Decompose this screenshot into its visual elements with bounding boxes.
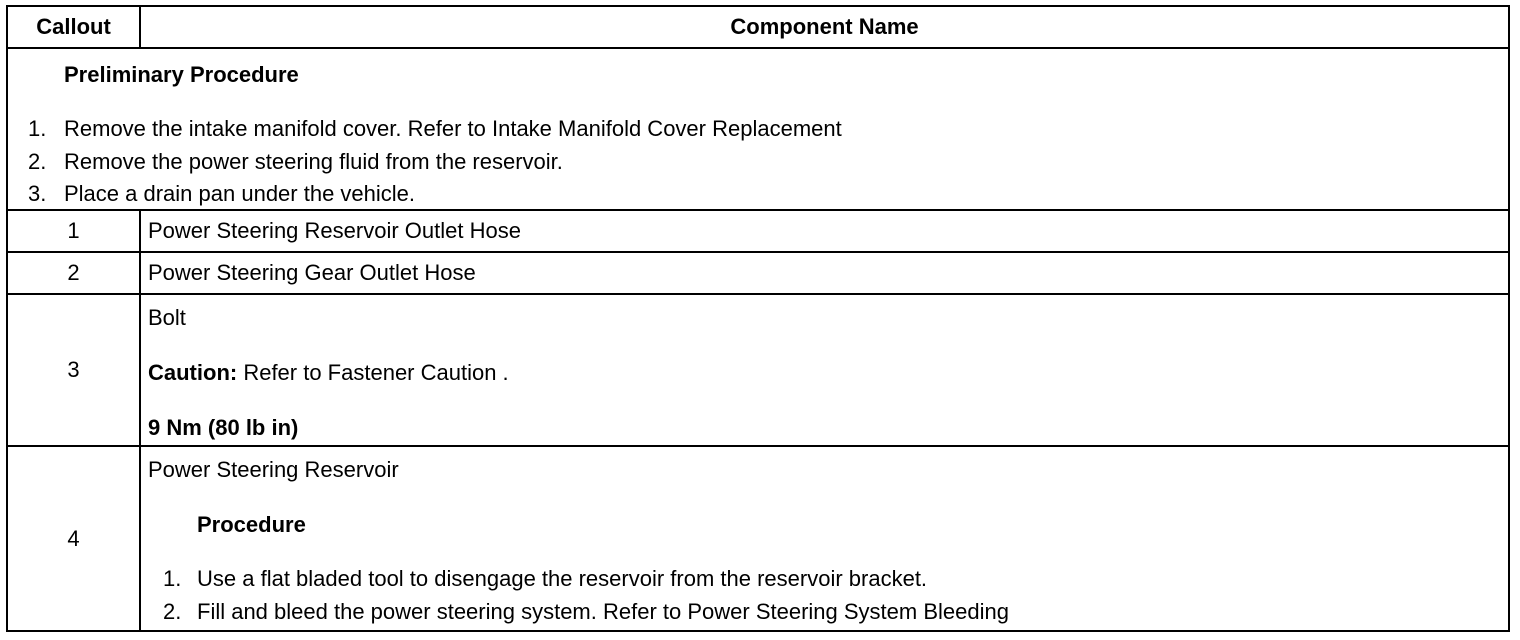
table-row — [7, 446, 1509, 631]
component-name: Power Steering Reservoir — [148, 457, 399, 482]
preliminary-step — [28, 116, 842, 142]
step-text: Fill and bleed the power steering system. Refer to Power Steering System Bleeding — [197, 599, 1009, 624]
preliminary-step — [28, 149, 563, 175]
callout-cell: 4 — [7, 446, 140, 631]
component-name: Bolt — [148, 305, 186, 330]
step-text: Use a flat bladed tool to disengage the reservoir from the reservoir bracket. — [197, 566, 928, 591]
procedure-step — [163, 566, 927, 592]
step-number: 2. — [163, 599, 182, 624]
component-name-cell — [140, 446, 1509, 631]
torque-spec: 9 Nm (80 lb in) — [148, 415, 299, 440]
component-name-cell — [140, 294, 1509, 446]
table-row — [7, 210, 1509, 252]
caution-text: Refer to Fastener Caution . — [237, 360, 509, 385]
procedure-table — [6, 5, 1510, 632]
step-text: Remove the power steering fluid from the reservoir. — [64, 149, 563, 174]
table-header-row — [7, 6, 1509, 48]
step-text: Place a drain pan under the vehicle. — [64, 181, 416, 206]
step-number: 2. — [28, 149, 47, 174]
procedure-title: Procedure — [197, 512, 306, 537]
preliminary-procedure-title: Preliminary Procedure — [64, 62, 299, 87]
step-text: Remove the intake manifold cover. Refer to Intake Manifold Cover Replacement — [64, 116, 842, 141]
header-component-name: Component Name — [140, 6, 1509, 48]
component-name-cell: Power Steering Gear Outlet Hose — [140, 252, 1509, 294]
preliminary-procedure-cell — [7, 48, 1509, 210]
preliminary-procedure-row — [7, 48, 1509, 210]
table-row — [7, 252, 1509, 294]
header-callout: Callout — [7, 6, 140, 48]
procedure-step — [163, 599, 1009, 625]
caution-note — [148, 360, 509, 386]
caution-label: Caution: — [148, 360, 238, 385]
callout-cell: 1 — [7, 210, 140, 252]
component-name-cell: Power Steering Reservoir Outlet Hose — [140, 210, 1509, 252]
callout-cell: 3 — [7, 294, 140, 446]
preliminary-step — [28, 181, 415, 207]
step-number: 1. — [163, 566, 182, 591]
step-number: 1. — [28, 116, 47, 141]
step-number: 3. — [28, 181, 47, 206]
table-row — [7, 294, 1509, 446]
callout-cell: 2 — [7, 252, 140, 294]
